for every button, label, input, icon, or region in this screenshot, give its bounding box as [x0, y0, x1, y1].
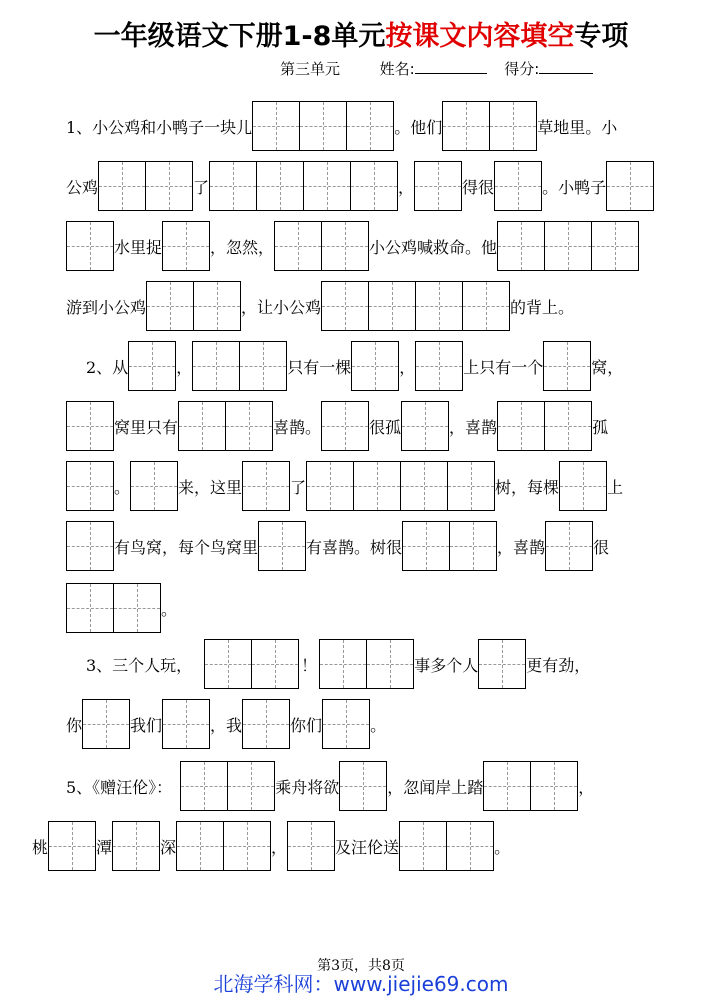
- answer-box[interactable]: [402, 521, 497, 571]
- text: 上只有一个: [463, 357, 544, 377]
- text: 。: [494, 837, 511, 857]
- answer-box[interactable]: [82, 699, 130, 749]
- text: 桃: [32, 837, 49, 857]
- answer-box[interactable]: [322, 699, 370, 749]
- unit-label: 第三单元: [280, 60, 341, 78]
- answer-box[interactable]: [176, 821, 271, 871]
- text: 很: [593, 537, 610, 557]
- text: ，我: [210, 715, 243, 735]
- text: 的背上。: [510, 297, 575, 317]
- answer-box[interactable]: [321, 281, 510, 331]
- answer-box[interactable]: [399, 821, 494, 871]
- answer-box[interactable]: [112, 821, 160, 871]
- q5-line-1: [66, 762, 594, 810]
- answer-box[interactable]: [130, 461, 178, 511]
- answer-box[interactable]: [209, 161, 398, 211]
- text: 有喜鹊。树很: [306, 537, 403, 557]
- text: 。: [114, 477, 131, 497]
- q2-line-2: [66, 402, 608, 450]
- answer-box[interactable]: [98, 161, 193, 211]
- answer-box[interactable]: [415, 341, 463, 391]
- answer-box[interactable]: [242, 699, 290, 749]
- answer-box[interactable]: [180, 761, 275, 811]
- q1-line-4: [66, 282, 574, 330]
- q1-line-2: [66, 162, 654, 210]
- text: 水里捉: [114, 237, 163, 257]
- text: 3、三个人玩，: [86, 655, 193, 675]
- text: 有鸟窝，每个鸟窝里: [114, 537, 259, 557]
- answer-box[interactable]: [414, 161, 462, 211]
- text: ，: [399, 357, 416, 377]
- text: 了: [193, 177, 210, 197]
- score-label: 得分:: [504, 60, 540, 78]
- text: ，喜鹊: [497, 537, 546, 557]
- text: 得很: [462, 177, 495, 197]
- q2-line-1: [86, 342, 623, 390]
- text: 只有一棵: [287, 357, 352, 377]
- q2-line-4: [66, 522, 609, 570]
- text: 喜鹊。: [273, 417, 322, 437]
- text: 树，每棵: [495, 477, 560, 497]
- text: 。: [161, 599, 178, 619]
- text: 我们: [130, 715, 163, 735]
- text: 5、《赠汪伦》：: [66, 777, 173, 797]
- text: 窝，: [591, 357, 624, 377]
- answer-box[interactable]: [287, 821, 335, 871]
- answer-box[interactable]: [146, 281, 241, 331]
- text: 潭: [96, 837, 113, 857]
- answer-box[interactable]: [559, 461, 607, 511]
- text: 及汪伦送: [335, 837, 400, 857]
- answer-box[interactable]: [339, 761, 387, 811]
- answer-box[interactable]: [321, 401, 369, 451]
- text: 更有劲，: [526, 655, 591, 675]
- answer-box[interactable]: [497, 221, 639, 271]
- text: 公鸡: [66, 177, 99, 197]
- text: ！: [301, 655, 318, 675]
- text: 你们: [290, 715, 323, 735]
- text: 上: [607, 477, 624, 497]
- answer-box[interactable]: [606, 161, 654, 211]
- text: 2、从: [86, 357, 129, 377]
- answer-box[interactable]: [401, 401, 449, 451]
- text: ，忽闻岸上踏: [387, 777, 484, 797]
- text: ，: [398, 177, 415, 197]
- text: 窝里只有: [114, 417, 179, 437]
- text: 孤: [592, 417, 609, 437]
- text: 很孤: [369, 417, 402, 437]
- answer-box[interactable]: [178, 401, 273, 451]
- text: 。小鸭子: [542, 177, 607, 197]
- answer-box[interactable]: [66, 401, 114, 451]
- answer-box[interactable]: [192, 341, 287, 391]
- q1-line-1: [66, 102, 617, 150]
- answer-box[interactable]: [543, 341, 591, 391]
- text: ，让小公鸡: [241, 297, 322, 317]
- text: 了: [290, 477, 307, 497]
- name-field[interactable]: [415, 59, 487, 74]
- answer-box[interactable]: [319, 639, 414, 689]
- text: ，: [176, 357, 193, 377]
- answer-box[interactable]: [442, 101, 537, 151]
- answer-box[interactable]: [483, 761, 578, 811]
- text: 。: [370, 715, 387, 735]
- text: 深: [160, 837, 177, 857]
- text: 草地里。小: [537, 117, 618, 137]
- answer-box[interactable]: [204, 639, 299, 689]
- answer-box[interactable]: [162, 699, 210, 749]
- text: 。他们: [394, 117, 443, 137]
- answer-box[interactable]: [48, 821, 96, 871]
- answer-box[interactable]: [66, 521, 114, 571]
- text: 1、小公鸡和小鸭子一块儿: [66, 117, 253, 137]
- answer-box[interactable]: [545, 521, 593, 571]
- answer-box[interactable]: [351, 341, 399, 391]
- q1-line-3: [66, 222, 639, 270]
- text: ，: [271, 837, 288, 857]
- watermark-text: 北海学科网：www.jiejie69.com: [213, 972, 509, 996]
- answer-box[interactable]: [258, 521, 306, 571]
- text: 乘舟将欲: [275, 777, 340, 797]
- page-title: 一年级语文下册1-8单元按课文内容填空专项: [93, 21, 629, 52]
- text: 事多个人: [414, 655, 479, 675]
- text: ，喜鹊: [449, 417, 498, 437]
- answer-box[interactable]: [242, 461, 290, 511]
- answer-box[interactable]: [162, 221, 210, 271]
- answer-box[interactable]: [306, 461, 495, 511]
- q3-line-1: [86, 640, 590, 688]
- answer-box[interactable]: [66, 583, 161, 633]
- text: 小公鸡喊救命。他: [369, 237, 498, 257]
- text: 来，这里: [178, 477, 243, 497]
- answer-box[interactable]: [66, 461, 114, 511]
- answer-box[interactable]: [66, 221, 114, 271]
- text: 你: [66, 715, 83, 735]
- name-label: 姓名:: [379, 60, 415, 78]
- text: ，忽然，: [210, 237, 275, 257]
- answer-box[interactable]: [274, 221, 369, 271]
- answer-box[interactable]: [478, 639, 526, 689]
- page-number: 第3页，共8页: [317, 958, 405, 974]
- text: ，: [578, 777, 595, 797]
- answer-box[interactable]: [128, 341, 176, 391]
- text: 游到小公鸡: [66, 297, 147, 317]
- q2-line-3: [66, 462, 623, 510]
- q5-line-2: [32, 822, 510, 870]
- answer-box[interactable]: [497, 401, 592, 451]
- q3-line-2: [66, 700, 386, 748]
- header-info: [280, 58, 593, 79]
- q2-line-5: [66, 584, 177, 632]
- answer-box[interactable]: [252, 101, 394, 151]
- score-field[interactable]: [539, 59, 593, 74]
- answer-box[interactable]: [494, 161, 542, 211]
